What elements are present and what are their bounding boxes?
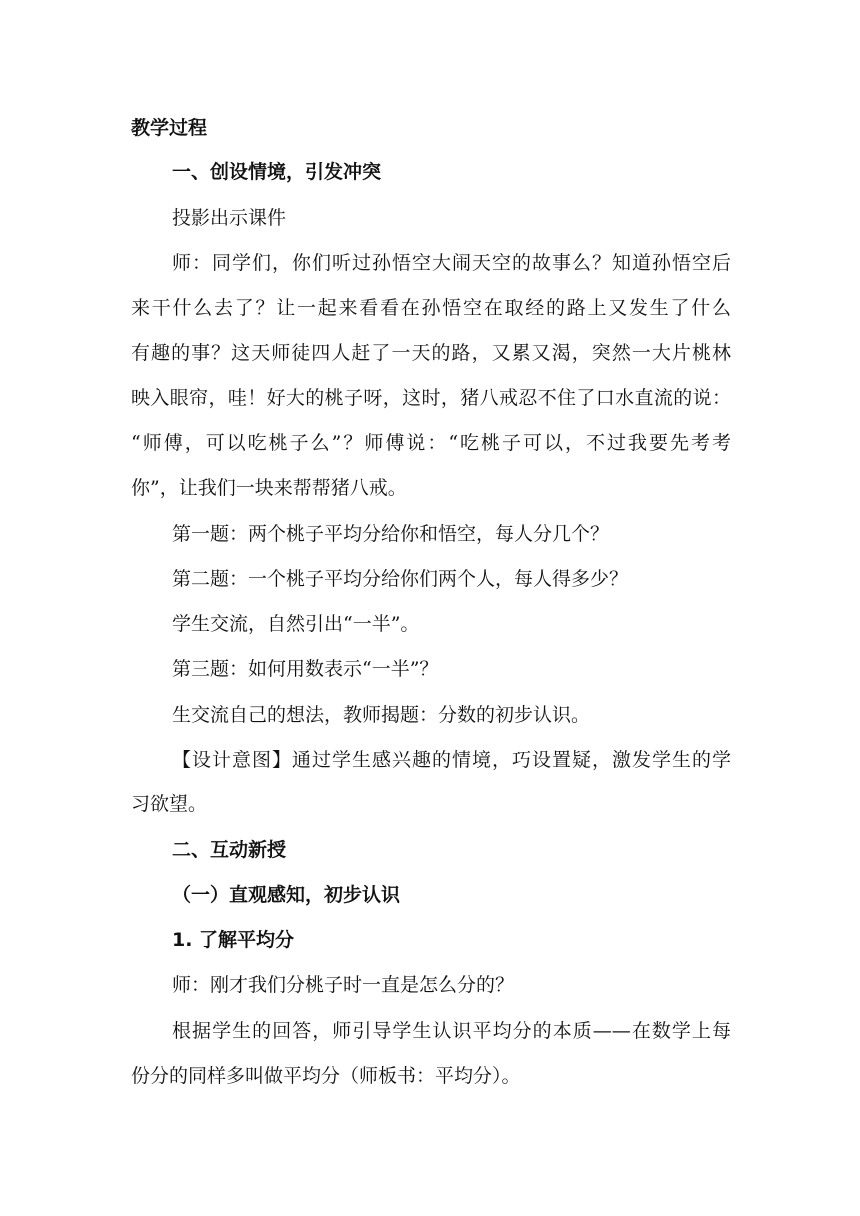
document-heading: 教学过程 [131, 117, 208, 139]
section-2-subtitle: （一）直观感知，初步认识 [172, 884, 401, 906]
section-2-paragraph-2-line-1: 根据学生的回答，师引导学生认识平均分的本质——在数学上每 [172, 1020, 731, 1042]
section-2-title: 二、互动新授 [172, 839, 287, 861]
question-1: 第一题：两个桃子平均分给你和悟空，每人分几个？ [172, 523, 610, 545]
design-intent-line-1: 【设计意图】通过学生感兴趣的情境，巧设置疑，激发学生的学 [172, 749, 731, 771]
section-1-story-line-4: 映入眼帘，哇！好大的桃子呀，这时，猪八戒忍不住了口水直流的说： [131, 387, 731, 409]
section-1-story-line-3: 有趣的事？这天师徒四人赶了一天的路，又累又渴，突然一大片桃林 [131, 342, 731, 364]
section-1-story-line-5: “师傅，可以吃桃子么”？师傅说：“吃桃子可以，不过我要先考考 [131, 432, 731, 454]
topic-reveal: 生交流自己的想法，教师揭题：分数的初步认识。 [172, 704, 591, 726]
question-2: 第二题：一个桃子平均分给你们两个人，每人得多少？ [172, 568, 629, 590]
section-1-story-line-1: 师：同学们，你们听过孙悟空大闹天空的故事么？知道孙悟空后 [172, 252, 731, 274]
section-1-story-line-6: 你”，让我们一块来帮帮猪八戒。 [131, 477, 407, 499]
student-exchange: 学生交流，自然引出“一半”。 [172, 613, 420, 635]
section-1-paragraph-1: 投影出示课件 [172, 207, 287, 229]
section-2-paragraph-1: 师：刚才我们分桃子时一直是怎么分的？ [172, 974, 515, 996]
design-intent-line-2: 习欲望。 [131, 793, 208, 815]
section-2-paragraph-2-line-2: 份分的同样多叫做平均分（师板书：平均分）。 [131, 1065, 521, 1087]
question-3: 第三题：如何用数表示“一半”？ [172, 658, 439, 680]
section-1-title: 一、创设情境，引发冲突 [172, 161, 382, 183]
section-2-item-1: 1. 了解平均分 [172, 929, 295, 951]
section-1-story-line-2: 来干什么去了？让一起来看看在孙悟空在取经的路上又发生了什么 [131, 297, 731, 319]
